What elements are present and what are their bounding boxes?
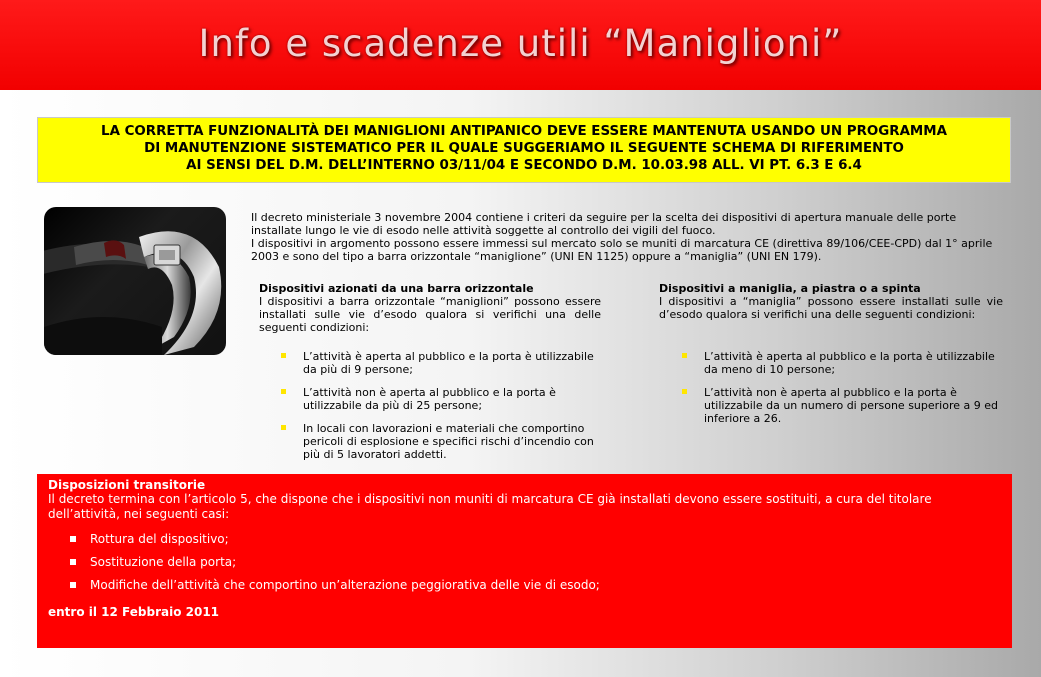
- transitional-provisions-panel: [37, 474, 1012, 648]
- list-item-text: L’attività è aperta al pubblico e la porta è utilizzabile da più di 9 persone;: [303, 350, 594, 376]
- page-title: Info e scadenze utili “Maniglioni”: [198, 22, 843, 65]
- square-bullet-icon: [70, 559, 76, 565]
- handle-conditions: [682, 350, 1002, 435]
- list-item: [682, 386, 1002, 425]
- notice-line: LA CORRETTA FUNZIONALITÀ DEI MANIGLIONI ANTIPANICO DEVE ESSERE MANTENUTA USANDO UN PROGRAMMA: [101, 124, 947, 139]
- horizontal-bar-conditions: [281, 350, 601, 471]
- header-banner: [0, 0, 1041, 90]
- handle-section: [659, 282, 1003, 321]
- section-title: Dispositivi a maniglia, a piastra o a spinta: [659, 282, 921, 295]
- notice-box: [37, 117, 1011, 183]
- intro-text: [251, 211, 1009, 263]
- square-bullet-icon: [281, 353, 286, 358]
- horizontal-bar-section: [259, 282, 601, 334]
- notice-line: AI SENSI DEL D.M. DELL’INTERNO 03/11/04 E SECONDO D.M. 10.03.98 ALL. VI PT. 6.3 E 6.4: [186, 158, 862, 173]
- list-item: [281, 386, 601, 412]
- list-item-text: Sostituzione della porta;: [90, 555, 237, 569]
- list-item-text: L’attività non è aperta al pubblico e la porta è utilizzabile da più di 25 persone;: [303, 386, 556, 412]
- list-item-text: Rottura del dispositivo;: [90, 532, 229, 546]
- square-bullet-icon: [70, 582, 76, 588]
- intro-paragraph: Il decreto ministeriale 3 novembre 2004 contiene i criteri da seguire per la scelta dei dispositivi di apertura manuale delle porte installate lungo le vie di esodo nelle attività soggette al controllo dei vigili del fuoco.: [251, 211, 957, 237]
- square-bullet-icon: [70, 536, 76, 542]
- square-bullet-icon: [682, 389, 687, 394]
- replacement-cases: [48, 532, 1002, 593]
- door-handle-photo: [44, 207, 226, 355]
- list-item-text: In locali con lavorazioni e materiali che comportino pericoli di esplosione e specifici rischi d’incendio con più di 5 lavoratori addetti.: [303, 422, 594, 461]
- section-title: Dispositivi azionati da una barra orizzontale: [259, 282, 534, 295]
- list-item-text: Modifiche dell’attività che comportino un’alterazione peggiorativa delle vie di esodo;: [90, 578, 600, 592]
- panel-title: Disposizioni transitorie: [48, 478, 206, 492]
- section-text: I dispositivi a barra orizzontale “maniglioni” possono essere installati sulle vie d’esodo qualora si verifichi una delle seguenti condizioni:: [259, 295, 601, 334]
- panel-text: Il decreto termina con l’articolo 5, che dispone che i dispositivi non muniti di marcatura CE già installati devono essere sostituiti, a cura del titolare dell’attività, nei seguenti casi:: [48, 492, 932, 521]
- door-handle-icon: [44, 207, 226, 355]
- list-item: [48, 555, 1002, 570]
- square-bullet-icon: [281, 425, 286, 430]
- list-item-text: L’attività è aperta al pubblico e la porta è utilizzabile da meno di 10 persone;: [704, 350, 995, 376]
- intro-paragraph: I dispositivi in argomento possono essere immessi sul mercato solo se muniti di marcatura CE (direttiva 89/106/CEE-CPD) dal 1° aprile 2003 e sono del tipo a barra orizzontale “maniglione” (UNI EN 1125) oppure a “maniglia” (UNI EN 179).: [251, 237, 993, 263]
- square-bullet-icon: [281, 389, 286, 394]
- square-bullet-icon: [682, 353, 687, 358]
- list-item-text: L’attività non è aperta al pubblico e la porta è utilizzabile da un numero di persone superiore a 9 ed inferiore a 26.: [704, 386, 998, 425]
- list-item: [281, 422, 601, 461]
- list-item: [48, 578, 1002, 593]
- deadline-text: entro il 12 Febbraio 2011: [48, 605, 220, 619]
- notice-line: DI MANUTENZIONE SISTEMATICO PER IL QUALE SUGGERIAMO IL SEGUENTE SCHEMA DI RIFERIMENTO: [144, 141, 904, 156]
- list-item: [48, 532, 1002, 547]
- section-text: I dispositivi a “maniglia” possono essere installati sulle vie d’esodo qualora si verifichi una delle seguenti condizioni:: [659, 295, 1003, 321]
- list-item: [281, 350, 601, 376]
- list-item: [682, 350, 1002, 376]
